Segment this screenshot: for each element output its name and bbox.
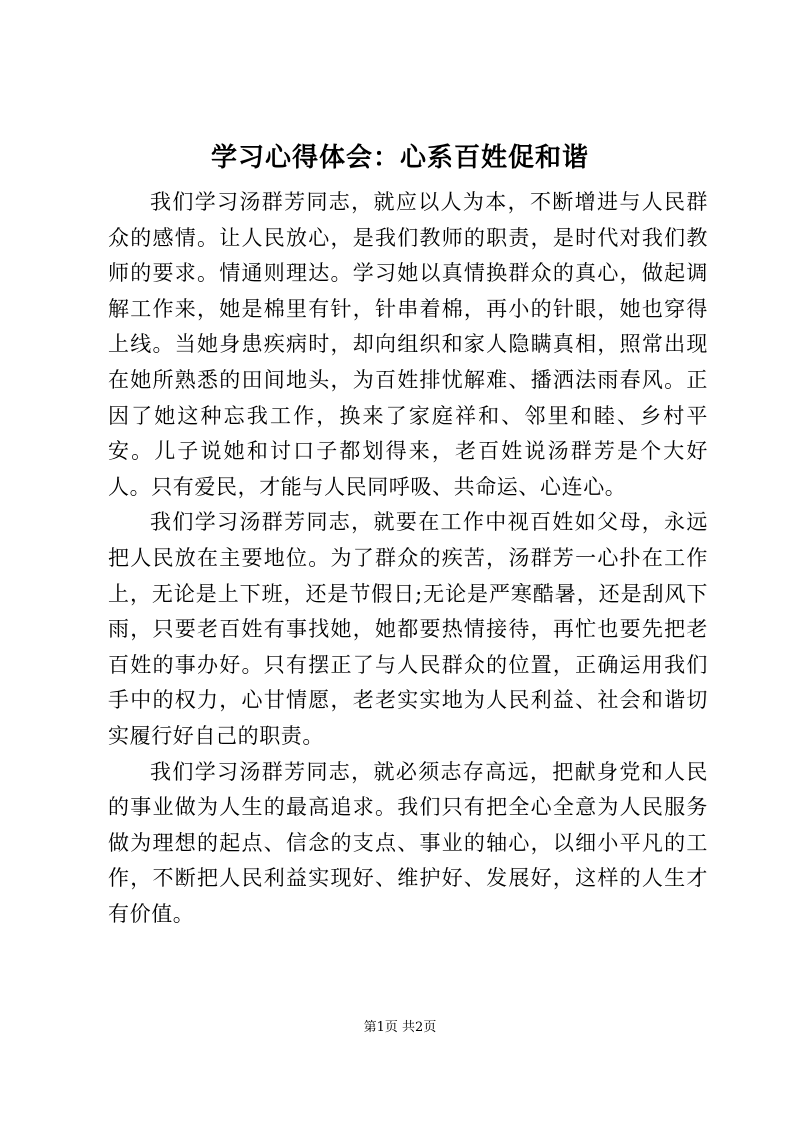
paragraph-3: 我们学习汤群芳同志，就必须志存高远，把献身党和人民的事业做为人生的最高追求。我们只有把全心全意为人民服务做为理想的起点、信念的支点、事业的轴心，以细小平凡的工作，不断把人民利益实现好、维护好、发展好，这样的人生才有价值。 (108, 759, 708, 926)
paragraph-2: 我们学习汤群芳同志，就要在工作中视百姓如父母，永远把人民放在主要地位。为了群众的疾苦，汤群芳一心扑在工作上，无论是上下班，还是节假日;无论是严寒酷暑，还是刮风下雨，只要老百姓有事找她，她都要热情接待，再忙也要先把老百姓的事办好。只有摆正了与人民群众的位置，正确运用我们手中的权力，心甘情愿，老老实实地为人民利益、社会和谐切实履行好自己的职责。 (108, 510, 708, 748)
document-body (108, 185, 708, 932)
document-title: 学习心得体会：心系百姓促和谐 (210, 143, 589, 173)
page-number-footer: 第1页 共2页 (363, 1020, 437, 1035)
paragraph-1: 我们学习汤群芳同志，就应以人为本，不断增进与人民群众的感情。让人民放心，是我们教师的职责，是时代对我们教师的要求。情通则理达。学习她以真情换群众的真心，做起调解工作来，她是棉里有针，针串着棉，再小的针眼，她也穿得上线。当她身患疾病时，却向组织和家人隐瞒真相，照常出现在她所熟悉的田间地头，为百姓排忧解难、播洒法雨春风。正因了她这种忘我工作，换来了家庭祥和、邻里和睦、乡村平安。儿子说她和讨口子都划得来，老百姓说汤群芳是个大好人。只有爱民，才能与人民同呼吸、共命运、心连心。 (108, 190, 708, 499)
